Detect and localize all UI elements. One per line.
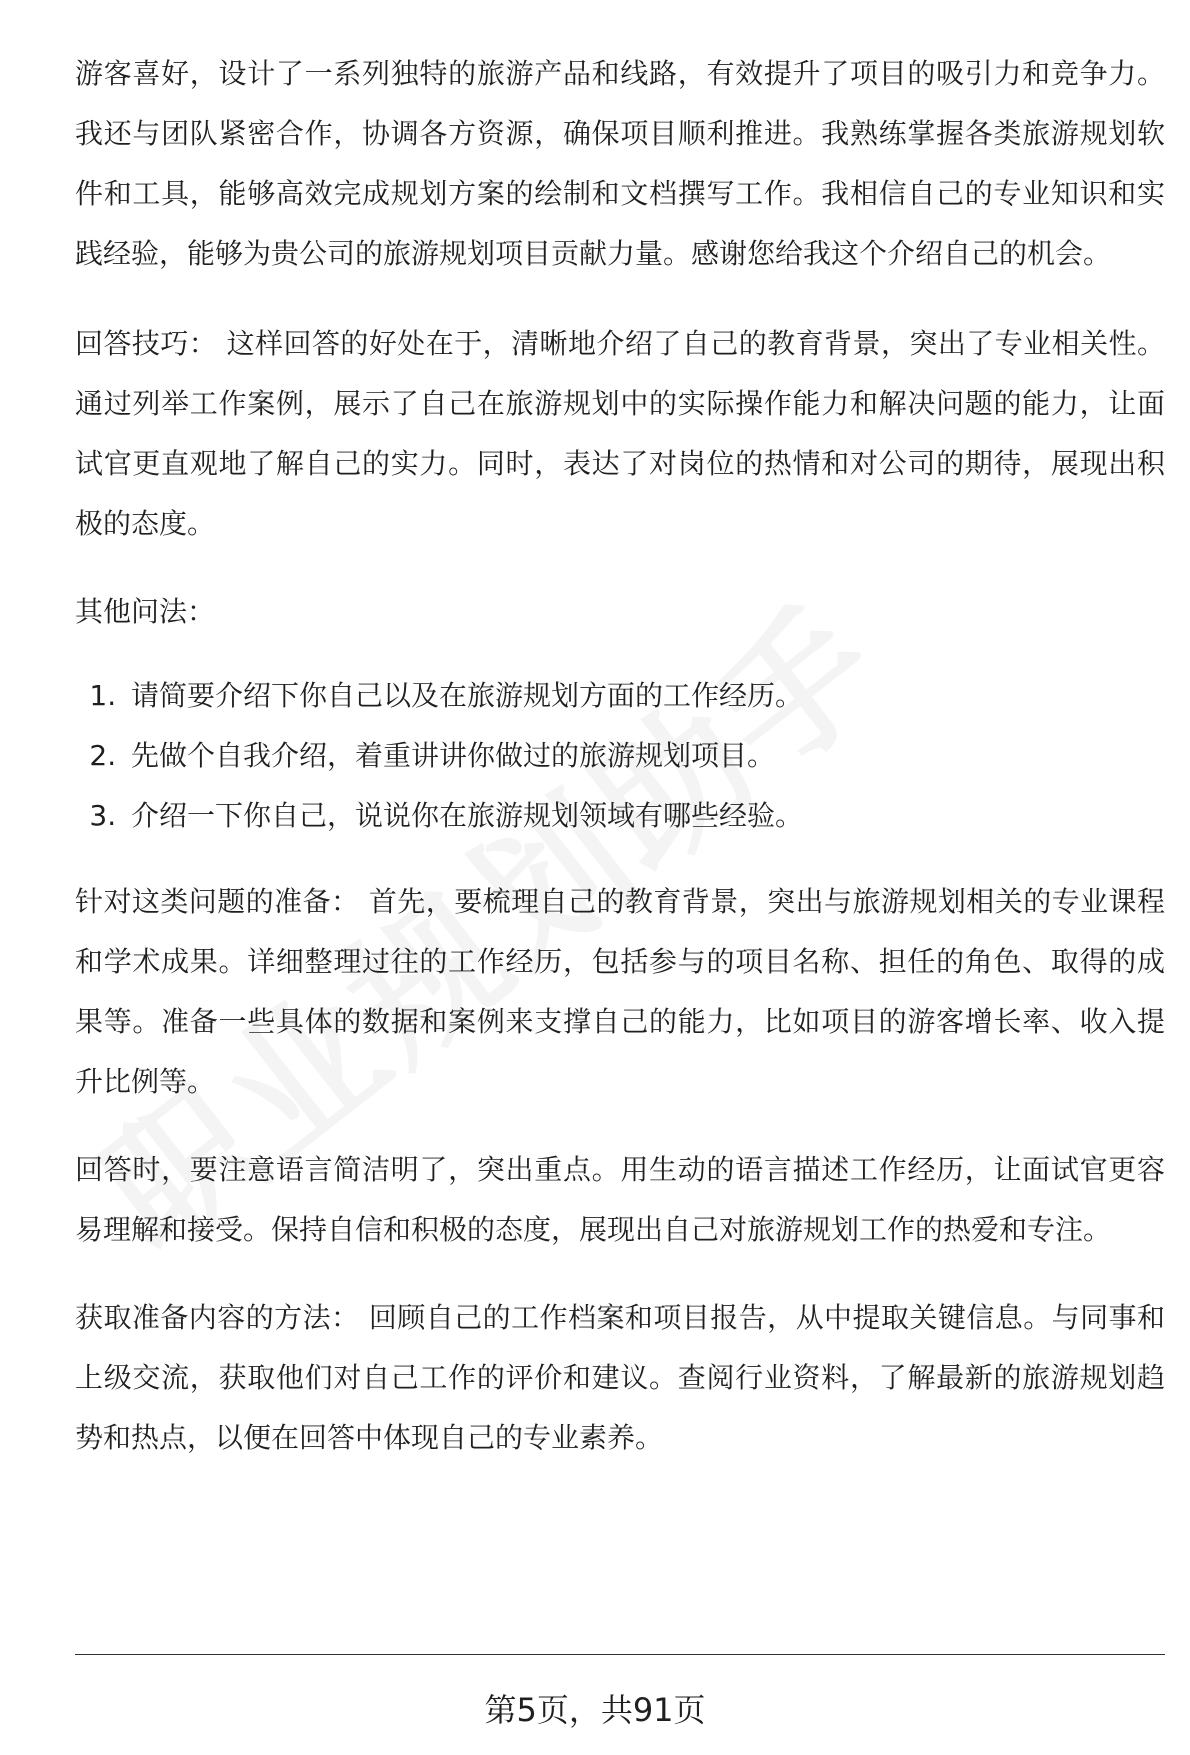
footer-divider — [75, 1654, 1165, 1655]
list-item: 3. 介绍一下你自己，说说你在旅游规划领域有哪些经验。 — [125, 786, 1165, 846]
answer-tips-paragraph: 回答技巧： 这样回答的好处在于，清晰地介绍了自己的教育背景，突出了专业相关性。通过列举工作案例，展示了自己在旅游规划中的实际操作能力和解决问题的能力，让面试官更直观地了解自己的实力。同时，表达了对岗位的热情和对公司的期待，展现出积极的态度。 — [75, 327, 1165, 540]
other-questions-list — [75, 666, 1165, 846]
document-body — [75, 44, 1165, 1496]
method-paragraph: 获取准备内容的方法： 回顾自己的工作档案和项目报告，从中提取关键信息。与同事和上级交流，获取他们对自己工作的评价和建议。查阅行业资料，了解最新的旅游规划趋势和热点，以便在回答中体现自己的专业素养。 — [75, 1301, 1165, 1454]
preparation-paragraph: 针对这类问题的准备： 首先，要梳理自己的教育背景，突出与旅游规划相关的专业课程和学术成果。详细整理过往的工作经历，包括参与的项目名称、担任的角色、取得的成果等。准备一些具体的数据和案例来支撑自己的能力，比如项目的游客增长率、收入提升比例等。 — [75, 885, 1165, 1098]
page-number: 第5页，共91页 — [484, 1691, 706, 1729]
list-item: 1. 请简要介绍下你自己以及在旅游规划方面的工作经历。 — [125, 666, 1165, 726]
other-questions-heading: 其他问法： — [75, 595, 216, 628]
answer-notes-paragraph: 回答时，要注意语言简洁明了，突出重点。用生动的语言描述工作经历，让面试官更容易理解和接受。保持自信和积极的态度，展现出自己对旅游规划工作的热爱和专注。 — [75, 1153, 1165, 1246]
intro-paragraph-tail: 游客喜好，设计了一系列独特的旅游产品和线路，有效提升了项目的吸引力和竞争力。我还与团队紧密合作，协调各方资源，确保项目顺利推进。我熟练掌握各类旅游规划软件和工具，能够高效完成规划方案的绘制和文档撰写工作。我相信自己的专业知识和实践经验，能够为贵公司的旅游规划项目贡献力量。感谢您给我这个介绍自己的机会。 — [75, 57, 1165, 270]
list-item: 2. 先做个自我介绍，着重讲讲你做过的旅游规划项目。 — [125, 726, 1165, 786]
